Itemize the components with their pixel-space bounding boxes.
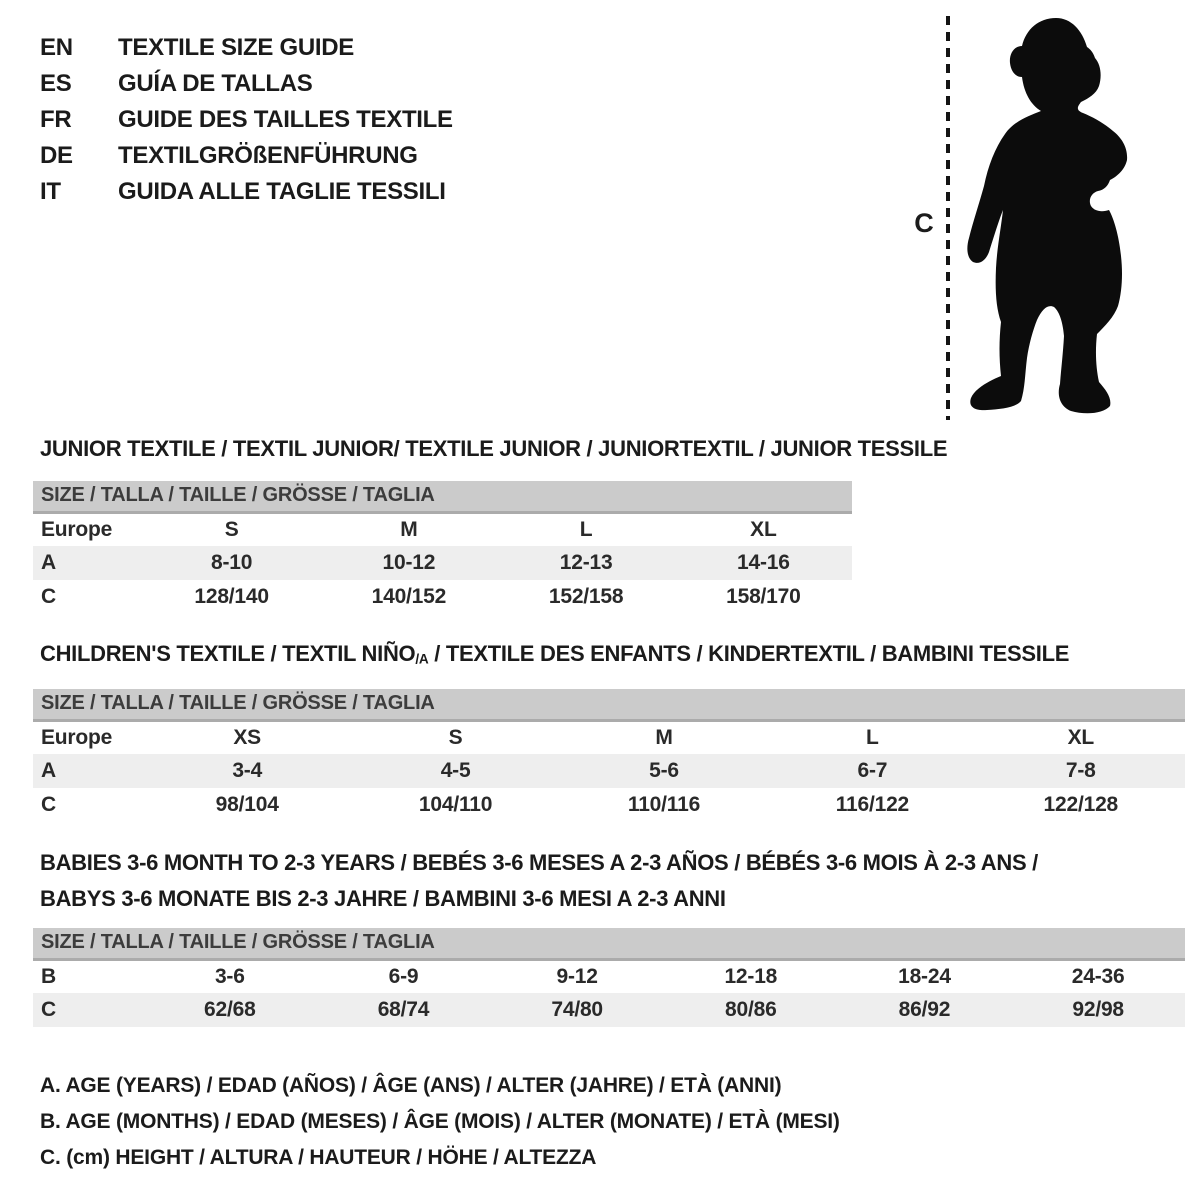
size-header-cell: SIZE / TALLA / TAILLE / GRÖSSE / TAGLIA	[33, 928, 1185, 959]
language-code: EN	[40, 34, 73, 61]
table-row	[33, 959, 1185, 993]
table-cell: 6-7	[768, 754, 976, 788]
table-cell: 152/158	[548, 585, 624, 608]
row-label: C	[33, 993, 143, 1027]
table-row	[33, 720, 1185, 754]
table-cell: 128/140	[194, 585, 269, 608]
table-cell: 24-36	[1071, 964, 1125, 988]
table-cell: XL	[750, 517, 777, 541]
list-item	[40, 138, 453, 174]
guide-title: GUÍA DE TALLAS	[118, 70, 313, 97]
guide-title: GUIDE DES TAILLES TEXTILE	[118, 106, 453, 133]
children-section-title	[40, 641, 1069, 667]
table-cell: 14-16	[675, 546, 852, 580]
language-code: ES	[40, 70, 72, 97]
table-cell: 18-24	[898, 964, 951, 988]
table-cell: 80/86	[664, 993, 838, 1027]
table-row	[33, 993, 1185, 1027]
height-measure-label: C	[914, 208, 934, 238]
row-label: Europe	[41, 517, 113, 541]
measurement-legend	[40, 1068, 840, 1176]
table-cell: 6-9	[388, 964, 419, 988]
table-cell: M	[655, 725, 673, 749]
children-title-text: CHILDREN'S TEXTILE / TEXTIL NIÑO	[40, 641, 416, 666]
legend-line-c: C. (cm) HEIGHT / ALTURA / HAUTEUR / HÖHE / ALTEZZA	[40, 1146, 597, 1169]
table-cell: 3-4	[143, 754, 351, 788]
table-cell: 12-13	[498, 546, 675, 580]
table-header-row	[33, 928, 1185, 959]
toddler-silhouette-icon	[962, 14, 1134, 420]
legend-line-a: A. AGE (YEARS) / EDAD (AÑOS) / ÂGE (ANS) / ALTER (JAHRE) / ETÀ (ANNI)	[40, 1074, 782, 1097]
table-cell: XS	[233, 725, 261, 749]
table-cell: 68/74	[317, 993, 491, 1027]
table-cell: 92/98	[1011, 993, 1185, 1027]
guide-title: GUIDA ALLE TAGLIE TESSILI	[118, 178, 446, 205]
language-list	[40, 30, 453, 210]
children-size-table	[33, 689, 1185, 822]
junior-size-table	[33, 481, 852, 614]
table-header-row	[33, 689, 1185, 720]
table-cell: S	[448, 725, 463, 749]
table-cell: 140/152	[371, 585, 447, 608]
table-cell: 158/170	[726, 585, 801, 608]
height-measure-dashed-line	[946, 16, 950, 420]
list-item	[40, 102, 453, 138]
guide-title: TEXTILGRÖßENFÜHRUNG	[118, 142, 418, 169]
table-cell: L	[579, 517, 593, 541]
table-cell: 5-6	[560, 754, 768, 788]
babies-title-line2: BABYS 3-6 MONATE BIS 2-3 JAHRE / BAMBINI 3-6 MESI A 2-3 ANNI	[40, 886, 726, 911]
list-item	[40, 174, 453, 210]
babies-title-line1: BABIES 3-6 MONTH TO 2-3 YEARS / BEBÉS 3-6 MESES A 2-3 AÑOS / BÉBÉS 3-6 MOIS À 2-3 ANS /	[40, 850, 1038, 875]
size-header-cell: SIZE / TALLA / TAILLE / GRÖSSE / TAGLIA	[33, 689, 1185, 720]
language-code: DE	[40, 142, 73, 169]
table-cell: 62/68	[143, 993, 317, 1027]
table-cell: M	[400, 517, 418, 541]
table-cell: 98/104	[215, 793, 279, 816]
table-cell: 10-12	[320, 546, 497, 580]
table-row	[33, 580, 852, 614]
row-label: B	[41, 964, 56, 988]
table-cell: 104/110	[418, 793, 493, 816]
babies-size-table	[33, 928, 1185, 1027]
table-row	[33, 788, 1185, 822]
legend-line-b: B. AGE (MONTHS) / EDAD (MESES) / ÂGE (MOIS) / ALTER (MONATE) / ETÀ (MESI)	[40, 1110, 840, 1133]
table-cell: 9-12	[556, 964, 598, 988]
table-cell: S	[224, 517, 239, 541]
row-label: C	[41, 585, 56, 608]
size-header-cell: SIZE / TALLA / TAILLE / GRÖSSE / TAGLIA	[33, 481, 852, 512]
table-row	[33, 754, 1185, 788]
babies-section-title	[40, 845, 1038, 917]
children-title-suffix: /A	[415, 651, 429, 667]
table-cell: 4-5	[351, 754, 559, 788]
junior-section-title: JUNIOR TEXTILE / TEXTIL JUNIOR/ TEXTILE JUNIOR / JUNIORTEXTIL / JUNIOR TESSILE	[40, 436, 948, 461]
table-cell: 3-6	[214, 964, 245, 988]
table-cell: 116/122	[835, 793, 910, 816]
table-cell: 122/128	[1043, 793, 1119, 816]
table-row	[33, 546, 852, 580]
table-cell: 8-10	[143, 546, 320, 580]
row-label: C	[41, 793, 56, 816]
table-cell: 7-8	[977, 754, 1185, 788]
table-row	[33, 512, 852, 546]
table-cell: L	[866, 725, 879, 749]
table-cell: 110/116	[627, 793, 701, 816]
list-item	[40, 66, 453, 102]
table-cell: 12-18	[724, 964, 778, 988]
row-label: Europe	[41, 725, 113, 749]
language-code: FR	[40, 106, 72, 133]
table-cell: 86/92	[838, 993, 1012, 1027]
table-cell: XL	[1067, 725, 1094, 749]
guide-title: TEXTILE SIZE GUIDE	[118, 34, 354, 61]
row-label: A	[33, 754, 143, 788]
table-header-row	[33, 481, 852, 512]
row-label: A	[33, 546, 143, 580]
language-code: IT	[40, 178, 61, 205]
table-cell: 74/80	[490, 993, 664, 1027]
children-title-text: / TEXTILE DES ENFANTS / KINDERTEXTIL / BAMBINI TESSILE	[428, 641, 1070, 666]
list-item	[40, 30, 453, 66]
